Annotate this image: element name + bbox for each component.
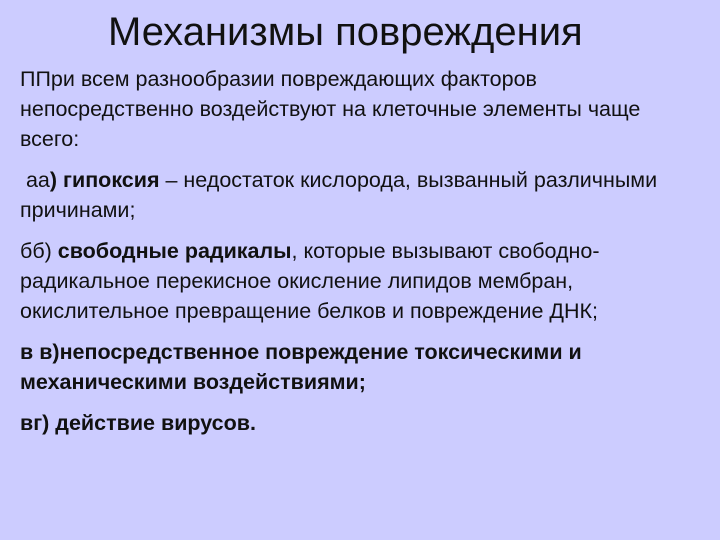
item-direct-damage — [20, 337, 700, 397]
item-viruses-text: вг) действие вирусов. — [20, 411, 256, 435]
item-hypoxia-prefix: аа — [20, 168, 50, 192]
item-free-radicals-prefix: бб) — [20, 239, 58, 263]
item-free-radicals-term: свободные радикалы — [57, 239, 292, 263]
intro-paragraph: ППри всем разнообразии повреждающих факторов непосредственно воздействуют на клеточные элементы чаще всего: — [20, 67, 641, 151]
item-viruses — [20, 408, 700, 438]
item-hypoxia-term: ) гипоксия — [49, 168, 160, 192]
item-direct-damage-text: в в)непосредственное повреждение токсическими и механическими воздействиями; — [20, 340, 582, 394]
item-hypoxia-text: – недостаток кислорода, вызванный различными причинами; — [20, 168, 658, 222]
item-hypoxia — [20, 165, 700, 225]
slide-title: Механизмы повреждения — [108, 10, 583, 54]
item-free-radicals — [20, 236, 700, 326]
item-free-radicals-text: , которые вызывают свободно-радикальное перекисное окисление липидов мембран, окислительное превращение белков и повреждение ДНК; — [20, 239, 600, 323]
slide-body — [20, 64, 700, 449]
